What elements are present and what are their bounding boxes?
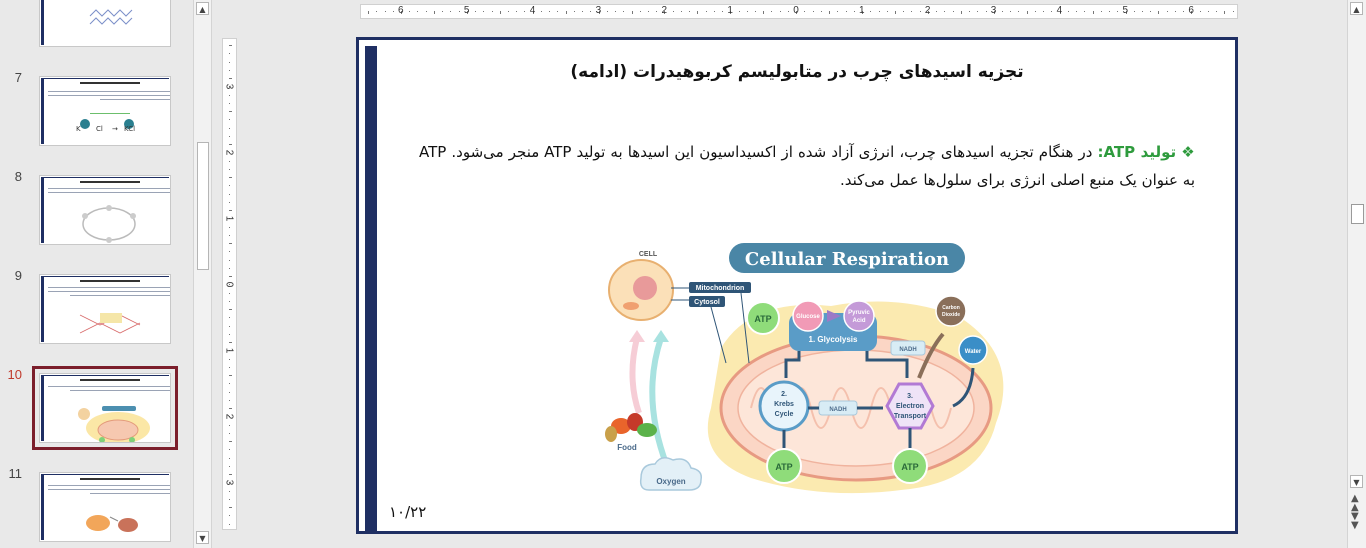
- ruler-tick: [229, 53, 230, 54]
- ruler-tick: [640, 11, 641, 12]
- thumbnail-preview: [39, 274, 171, 344]
- krebs-label: Krebs: [774, 401, 794, 408]
- slide-body-text[interactable]: [419, 138, 1195, 194]
- ruler-tick: [229, 449, 230, 450]
- ruler-tick: [229, 210, 232, 211]
- thumbnail-frame[interactable]: [32, 168, 178, 252]
- ruler-tick: [417, 11, 418, 12]
- thumbnail-frame-active[interactable]: [32, 366, 178, 450]
- ruler-tick: [1035, 11, 1036, 12]
- ruler-tick: [689, 11, 690, 12]
- ruler-tick: [229, 326, 230, 327]
- ruler-tick: [977, 11, 978, 12]
- ruler-tick: [229, 194, 230, 195]
- acid-label: Acid: [852, 318, 866, 324]
- ruler-tick: [229, 515, 230, 516]
- ruler-tick: [1208, 11, 1209, 12]
- thumbnail-k-label: K: [76, 125, 81, 133]
- ruler-tick: [229, 433, 230, 434]
- ruler-tick: [492, 11, 493, 12]
- ruler-tick: [1200, 11, 1201, 12]
- ruler-tick: [911, 11, 912, 12]
- thumbnail-frame[interactable]: [32, 267, 178, 351]
- ruler-tick: [813, 11, 814, 12]
- ruler-label: 5: [1122, 5, 1129, 16]
- thumbnail-frame[interactable]: [32, 465, 178, 548]
- ruler-tick: [656, 11, 657, 12]
- ruler-label: 6: [1188, 5, 1194, 16]
- glycolysis-label: 1. Glycolysis: [808, 335, 858, 344]
- diagram-title: Cellular Respiration: [744, 249, 950, 270]
- ruler-tick: [229, 301, 230, 302]
- thumbnail-number: 11: [8, 466, 22, 481]
- ruler-tick: [229, 70, 230, 71]
- scroll-down-button[interactable]: ▼: [196, 531, 209, 544]
- vertical-ruler: [222, 38, 237, 530]
- ruler-label: 0: [793, 5, 799, 16]
- cycle-label: Cycle: [774, 411, 794, 418]
- ruler-tick: [483, 11, 484, 12]
- ruler-tick: [500, 11, 501, 14]
- scroll-down-button[interactable]: ▼: [1350, 475, 1363, 488]
- thumbnail-number: 7: [14, 70, 22, 85]
- ruler-label: 4: [529, 5, 536, 16]
- thumbnail-frame[interactable]: [32, 69, 178, 153]
- ruler-tick: [771, 11, 772, 12]
- oxygen-label: Oxygen: [656, 477, 686, 486]
- ruler-tick: [1233, 11, 1234, 12]
- ruler-tick: [582, 11, 583, 12]
- scrollbar-thumb[interactable]: [1351, 204, 1364, 224]
- ruler-tick: [229, 425, 230, 426]
- ruler-label: 1: [223, 347, 235, 354]
- ruler-tick: [870, 11, 871, 12]
- ruler-tick: [1183, 11, 1184, 12]
- ruler-tick: [961, 11, 962, 14]
- bullet-icon: ❖: [1181, 143, 1195, 161]
- ruler-tick: [229, 466, 230, 467]
- ruler-tick: [229, 499, 230, 500]
- ruler-tick: [229, 507, 232, 508]
- body-text: در هنگام تجزیه اسیدهای چرب، انرژی آزاد شده از اکسیداسیون این اسیدها به تولید ATP منجر می‌شود. ATP به عنوان یک منبع اصلی انرژی برای سلول‌ها عمل می‌کند.: [419, 143, 1195, 189]
- thumbnail-number: 9: [14, 268, 22, 283]
- ruler-tick: [590, 11, 591, 12]
- ruler-tick: [459, 11, 460, 12]
- ruler-tick: [229, 392, 230, 393]
- previous-slide-icon[interactable]: ▲ ▲: [1351, 493, 1359, 513]
- ruler-tick: [763, 11, 764, 14]
- ruler-tick: [1167, 11, 1168, 12]
- next-slide-icon[interactable]: ▼ ▼: [1351, 511, 1359, 531]
- ruler-tick: [1216, 11, 1217, 12]
- ruler-tick: [681, 11, 682, 12]
- ruler-label: 3: [223, 479, 235, 486]
- ruler-tick: [524, 11, 525, 12]
- ruler-tick: [969, 11, 970, 12]
- ruler-tick: [895, 11, 896, 14]
- ruler-tick: [722, 11, 723, 12]
- ruler-tick: [229, 491, 230, 492]
- ruler-tick: [854, 11, 855, 12]
- ruler-tick: [846, 11, 847, 12]
- ruler-label: 1: [223, 215, 235, 222]
- atp-label-top: ATP: [754, 314, 772, 324]
- ruler-label: 3: [595, 5, 602, 16]
- ruler-tick: [229, 524, 230, 525]
- ruler-tick: [1142, 11, 1143, 12]
- ruler-tick: [229, 367, 230, 368]
- ruler-tick: [788, 11, 789, 12]
- mitochondrion-label: Mitochondrion: [695, 285, 745, 292]
- slide-accent-bar: [365, 46, 377, 534]
- ruler-tick: [229, 260, 230, 261]
- pyruvic-label: Pyruvic: [848, 310, 870, 316]
- slide-thumbnails-pane: [0, 0, 193, 548]
- atp-label-left: ATP: [775, 462, 793, 472]
- thumbnail-preview: [39, 472, 171, 542]
- ruler-label: 1: [859, 5, 865, 16]
- thumbnail-preview: [39, 0, 171, 47]
- ruler-tick: [229, 78, 232, 79]
- ruler-tick: [1158, 11, 1159, 14]
- ruler-tick: [1150, 11, 1151, 12]
- ruler-label: 0: [223, 281, 235, 288]
- ruler-tick: [920, 11, 921, 12]
- scroll-up-button[interactable]: ▲: [1350, 2, 1363, 15]
- thumbnail-frame[interactable]: [32, 0, 178, 54]
- ruler-tick: [229, 185, 230, 186]
- ruler-tick: [229, 317, 230, 318]
- ruler-tick: [1068, 11, 1069, 12]
- cell-label: CELL: [638, 251, 658, 258]
- horizontal-ruler: [360, 4, 1238, 19]
- ruler-tick: [229, 458, 230, 459]
- dioxide-label: Dioxide: [941, 312, 961, 318]
- slide-canvas[interactable]: [356, 37, 1238, 534]
- ruler-tick: [229, 119, 230, 120]
- thumbnail-kcl-label: KCl: [124, 125, 136, 133]
- ruler-tick: [229, 169, 230, 170]
- ruler-tick: [229, 293, 230, 294]
- ruler-tick: [229, 375, 232, 376]
- ruler-tick: [739, 11, 740, 12]
- ruler-tick: [409, 11, 410, 12]
- electron-label: Electron: [895, 403, 925, 410]
- ruler-tick: [1117, 11, 1118, 12]
- ruler-tick: [229, 144, 232, 145]
- krebs-number: 2.: [781, 391, 787, 398]
- ruler-tick: [229, 309, 232, 310]
- ruler-tick: [697, 11, 698, 14]
- slide-title[interactable]: تجزیه اسیدهای چرب در متابولیسم کربوهیدرات (ادامه): [570, 62, 1024, 82]
- ruler-tick: [1018, 11, 1019, 12]
- ruler-tick: [1043, 11, 1044, 12]
- ruler-tick: [508, 11, 509, 12]
- thumbnail-preview: [39, 175, 171, 245]
- ruler-tick: [804, 11, 805, 12]
- ruler-label: 3: [223, 83, 235, 90]
- ruler-tick: [1084, 11, 1085, 12]
- scroll-up-button[interactable]: ▲: [196, 2, 209, 15]
- ruler-tick: [229, 441, 232, 442]
- transport-label: Transport: [893, 413, 927, 420]
- ruler-tick: [229, 268, 230, 269]
- ruler-label: 3: [990, 5, 997, 16]
- ruler-tick: [229, 400, 230, 401]
- thumbnail-number: 8: [14, 169, 22, 184]
- ruler-tick: [229, 243, 232, 244]
- food-label: Food: [617, 443, 637, 452]
- ruler-tick: [229, 177, 232, 178]
- ruler-tick: [879, 11, 880, 12]
- scrollbar-thumb[interactable]: [197, 142, 209, 270]
- ruler-label: 2: [661, 5, 668, 16]
- ruler-tick: [376, 11, 377, 12]
- thumbnail-cl-label: Cl: [96, 125, 103, 133]
- ruler-tick: [566, 11, 567, 14]
- atp-label-right: ATP: [901, 462, 919, 472]
- ruler-tick: [1134, 11, 1135, 12]
- carbon-label: Carbon: [942, 305, 960, 311]
- ruler-tick: [229, 128, 230, 129]
- et-number: 3.: [907, 393, 913, 400]
- ruler-tick: [837, 11, 838, 12]
- slide-scrollbar[interactable]: [1347, 0, 1366, 548]
- ruler-tick: [944, 11, 945, 12]
- ruler-tick: [755, 11, 756, 12]
- thumbnail-preview: [39, 373, 171, 443]
- ruler-tick: [368, 11, 369, 14]
- ruler-tick: [229, 342, 232, 343]
- ruler-tick: [434, 11, 435, 14]
- ruler-tick: [903, 11, 904, 12]
- ruler-tick: [714, 11, 715, 12]
- ruler-tick: [1109, 11, 1110, 12]
- glucose-label: Glucose: [796, 314, 820, 320]
- ruler-tick: [648, 11, 649, 12]
- ruler-label: 5: [463, 5, 470, 16]
- ruler-tick: [229, 45, 232, 46]
- cytosol-label: Cytosol: [694, 299, 720, 306]
- ruler-tick: [1101, 11, 1102, 12]
- ruler-tick: [442, 11, 443, 12]
- ruler-tick: [229, 408, 232, 409]
- ruler-tick: [821, 11, 822, 12]
- ruler-tick: [1224, 11, 1225, 14]
- ruler-tick: [1027, 11, 1028, 14]
- ruler-label: 2: [223, 413, 235, 420]
- ruler-tick: [229, 136, 230, 137]
- ruler-tick: [574, 11, 575, 12]
- ruler-tick: [229, 474, 232, 475]
- ruler-tick: [1010, 11, 1011, 12]
- ruler-tick: [673, 11, 674, 12]
- ruler-tick: [1175, 11, 1176, 12]
- ruler-tick: [229, 202, 230, 203]
- nadh-label-middle: NADH: [829, 407, 847, 413]
- ruler-tick: [887, 11, 888, 12]
- ruler-tick: [936, 11, 937, 12]
- ruler-tick: [385, 11, 386, 12]
- ruler-tick: [829, 11, 830, 14]
- cellular-respiration-diagram[interactable]: [601, 238, 1011, 500]
- ruler-tick: [549, 11, 550, 12]
- thumbnails-scrollbar[interactable]: [193, 0, 212, 548]
- ruler-tick: [229, 111, 232, 112]
- ruler-label: 6: [398, 5, 404, 16]
- ruler-tick: [229, 103, 230, 104]
- ruler-tick: [1093, 11, 1094, 14]
- ruler-tick: [541, 11, 542, 12]
- ruler-tick: [229, 359, 230, 360]
- slide-page-number: ۱۰/۲۲: [389, 503, 427, 521]
- ruler-label: 2: [223, 149, 235, 156]
- ruler-tick: [607, 11, 608, 12]
- ruler-tick: [229, 276, 232, 277]
- ruler-tick: [780, 11, 781, 12]
- water-label: Water: [964, 349, 982, 355]
- ruler-tick: [747, 11, 748, 12]
- ruler-tick: [229, 383, 230, 384]
- ruler-tick: [615, 11, 616, 12]
- ruler-tick: [229, 161, 230, 162]
- ruler-tick: [426, 11, 427, 12]
- ruler-tick: [393, 11, 394, 12]
- ruler-tick: [516, 11, 517, 12]
- ruler-tick: [229, 235, 230, 236]
- thumbnail-preview: [39, 76, 171, 146]
- body-lead: تولید ATP:: [1097, 143, 1177, 161]
- ruler-tick: [1051, 11, 1052, 12]
- ruler-tick: [475, 11, 476, 12]
- ruler-tick: [229, 62, 230, 63]
- ruler-label: 4: [1056, 5, 1063, 16]
- ruler-tick: [1002, 11, 1003, 12]
- ruler-tick: [229, 334, 230, 335]
- ruler-tick: [986, 11, 987, 12]
- ruler-tick: [229, 95, 230, 96]
- ruler-tick: [1076, 11, 1077, 12]
- ruler-tick: [229, 227, 230, 228]
- nadh-label-top: NADH: [899, 347, 917, 353]
- ruler-label: 1: [727, 5, 733, 16]
- thumbnail-arrow-label: →: [112, 125, 118, 133]
- ruler-tick: [706, 11, 707, 12]
- ruler-tick: [557, 11, 558, 12]
- ruler-tick: [450, 11, 451, 12]
- ruler-label: 2: [924, 5, 931, 16]
- ruler-tick: [953, 11, 954, 12]
- ruler-tick: [632, 11, 633, 14]
- ruler-tick: [623, 11, 624, 12]
- thumbnail-number: 10: [7, 367, 22, 382]
- ruler-tick: [229, 251, 230, 252]
